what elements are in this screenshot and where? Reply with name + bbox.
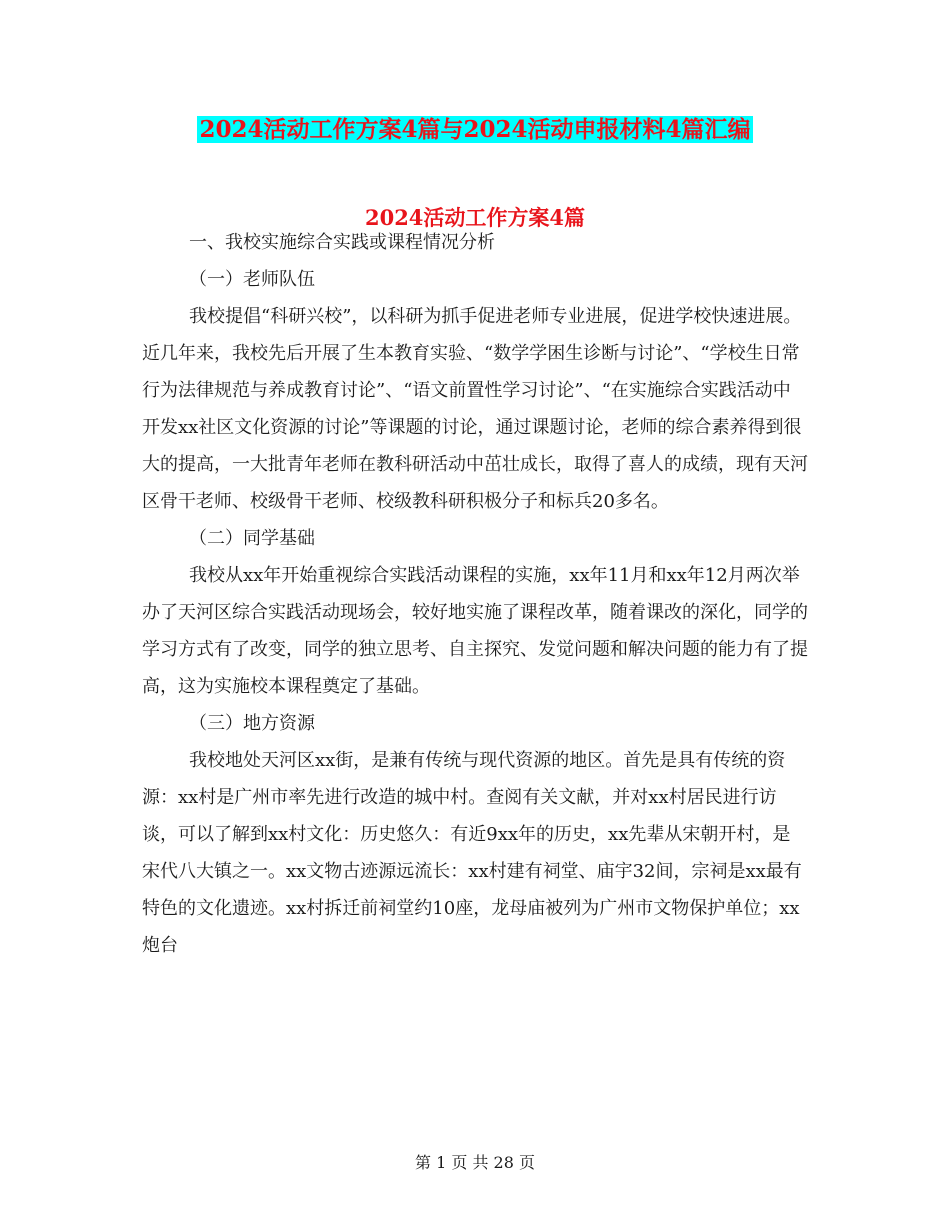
- paragraph: 我校从xx年开始重视综合实践活动课程的实施，xx年11月和xx年12月两次举办了天河区综合实践活动现场会，较好地实施了课程改革，随着课改的深化，同学的学习方式有了改变，同学的独立思考、自主探究、发觉问题和解决问题的能力有了提高，这为实施校本课程奠定了基础。: [142, 565, 808, 697]
- document-section-title: 2024活动工作方案4篇: [364, 205, 586, 230]
- document-body: [142, 224, 808, 964]
- subsection-heading: （一）老师队伍: [189, 269, 315, 290]
- paragraph: 我校提倡“科研兴校”，以科研为抓手促进老师专业进展，促进学校快速进展。近几年来，我校先后开展了生本教育实验、“数学学困生诊断与讨论”、“学校生日常行为法律规范与养成教育讨论”、“语文前置性学习讨论”、“在实施综合实践活动中开发xx社区文化资源的讨论”等课题的讨论，通过课题讨论，老师的综合素养得到很大的提高，一大批青年老师在教科研活动中茁壮成长，取得了喜人的成绩，现有天河区骨干老师、校级骨干老师、校级教科研积极分子和标兵20多名。: [142, 306, 808, 512]
- main-title-text: 2024活动工作方案4篇与2024活动申报材料4篇汇编: [199, 116, 751, 143]
- subsection-heading: （三）地方资源: [189, 713, 315, 734]
- document-main-title: [0, 113, 950, 147]
- page-footer: 第 1 页 共 28 页: [415, 1153, 535, 1172]
- subsection-heading: （二）同学基础: [189, 528, 315, 549]
- paragraph: 我校地处天河区xx街，是兼有传统与现代资源的地区。首先是具有传统的资源：xx村是广州市率先进行改造的城中村。查阅有关文献，并对xx村居民进行访谈，可以了解到xx村文化：历史悠久：有近9xx年的历史，xx先辈从宋朝开村，是宋代八大镇之一。xx文物古迹源远流长：xx村建有祠堂、庙宇32间，宗祠是xx最有特色的文化遗迹。xx村拆迁前祠堂约10座，龙母庙被列为广州市文物保护单位；xx炮台: [142, 750, 802, 956]
- section-heading: 一、我校实施综合实践或课程情况分析: [189, 232, 495, 253]
